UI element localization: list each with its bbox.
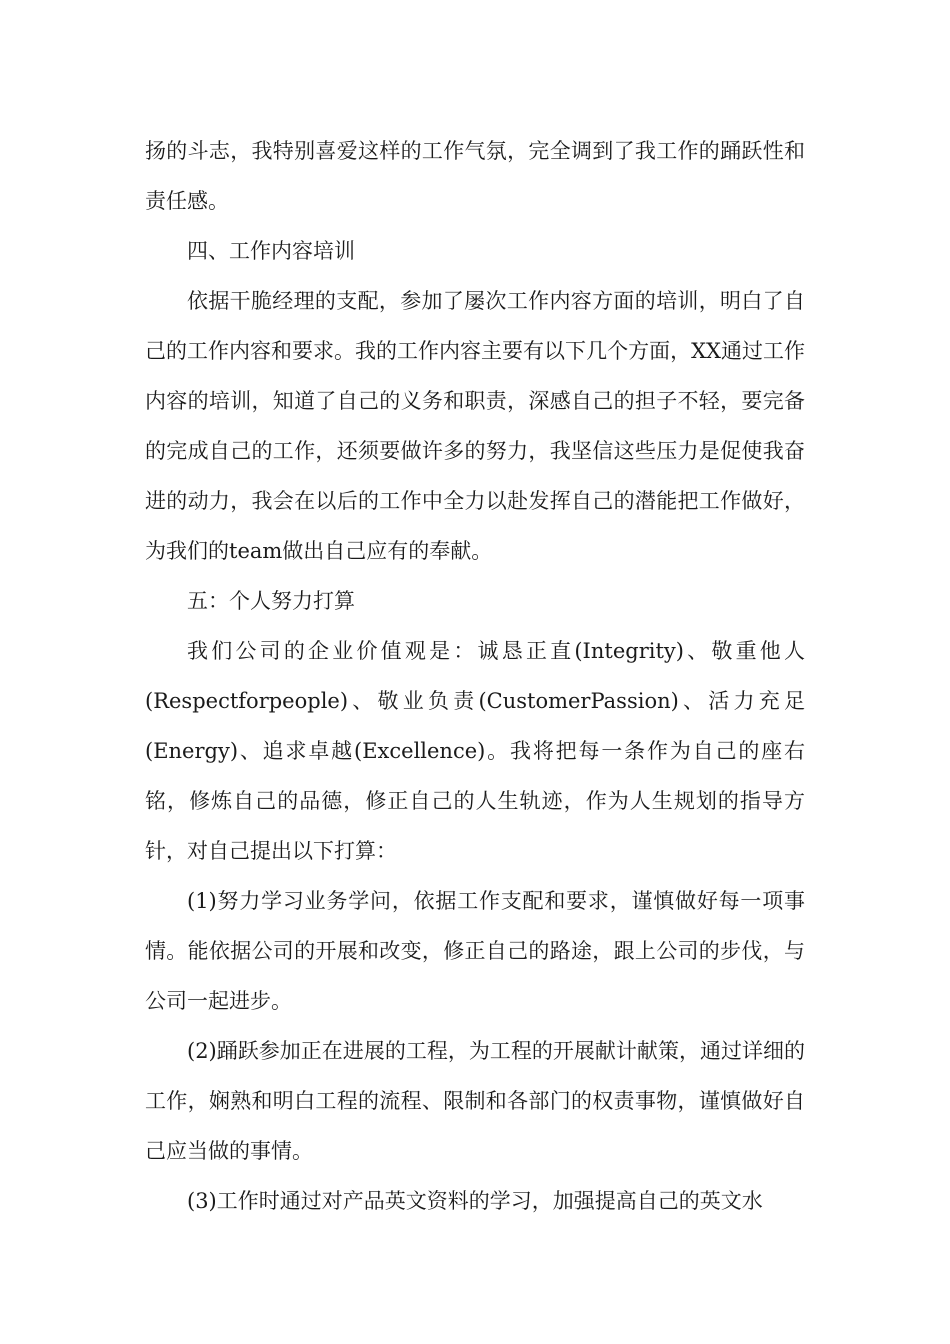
paragraph-plan-3: (3)工作时通过对产品英文资料的学习，加强提高自己的英文水 (187, 1189, 763, 1213)
paragraph-plan-2: (2)踊跃参加正在进展的工程，为工程的开展献计献策，通过详细的工作，娴熟和明白工程的流程、限制和各部门的权责事物，谨慎做好自己应当做的事情。 (145, 1039, 805, 1163)
section-heading-5: 五：个人努力打算 (187, 589, 355, 613)
section-heading-4: 四、工作内容培训 (187, 239, 355, 263)
paragraph-training: 依据干脆经理的支配，参加了屡次工作内容方面的培训，明白了自己的工作内容和要求。我的工作内容主要有以下几个方面，XX通过工作内容的培训，知道了自己的义务和职责，深感自己的担子不轻，要完备的完成自己的工作，还须要做许多的努力，我坚信这些压力是促使我奋进的动力，我会在以后的工作中全力以赴发挥自己的潜能把工作做好，为我们的team做出自己应有的奉献。 (145, 289, 805, 563)
paragraph-continuation: 扬的斗志，我特别喜爱这样的工作气氛，完全调到了我工作的踊跃性和责任感。 (145, 139, 805, 213)
paragraph-plan-1: (1)努力学习业务学问，依据工作支配和要求，谨慎做好每一项事情。能依据公司的开展和改变，修正自己的路途，跟上公司的步伐，与公司一起进步。 (145, 889, 805, 1013)
document-page (145, 126, 805, 1226)
paragraph-values: 我们公司的企业价值观是：诚恳正直(Integrity)、敬重他人(Respectforpeople)、敬业负责(CustomerPassion)、活力充足(Energy)、追求卓越(Excellence)。我将把每一条作为自己的座右铭，修炼自己的品德，修正自己的人生轨迹，作为人生规划的指导方针，对自己提出以下打算： (145, 639, 805, 863)
